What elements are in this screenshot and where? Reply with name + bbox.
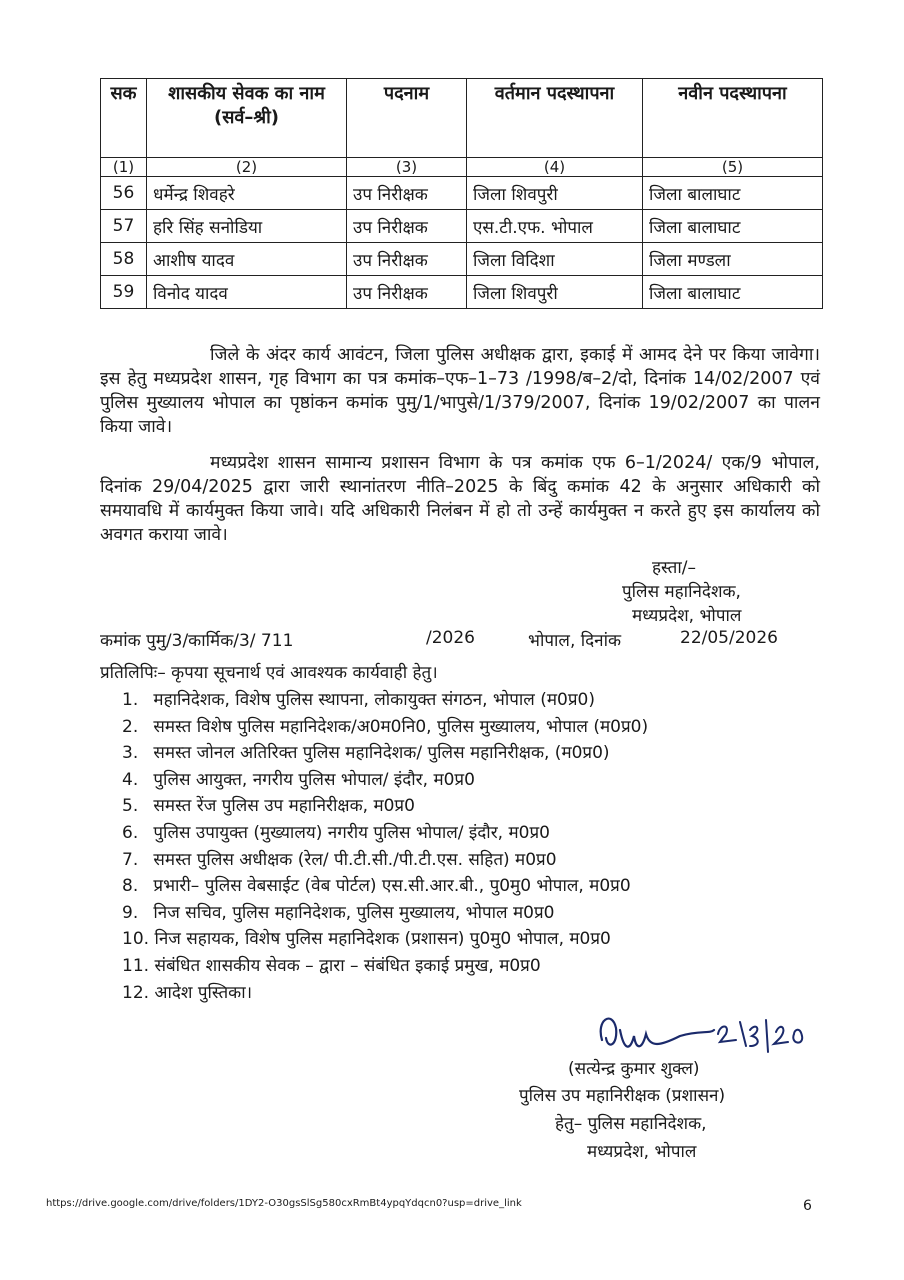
list-item-number: 10.	[122, 929, 150, 950]
list-item-number: 3.	[122, 743, 139, 764]
officer-title: पुलिस उप महानिरीक्षक (प्रशासन)	[519, 1086, 726, 1106]
header-current-posting: वर्तमान पदस्थापना	[467, 79, 643, 158]
row-serial: 57	[101, 210, 147, 243]
list-item-number: 1.	[122, 690, 139, 710]
dgp-place: मध्यप्रदेश, भोपाल	[632, 606, 742, 626]
row-serial: 59	[101, 276, 147, 309]
officer-name: (सत्येन्द्र कुमार शुक्ल)	[568, 1059, 700, 1079]
list-item	[122, 714, 648, 741]
first-signature-block	[652, 556, 696, 580]
list-item-number: 12.	[122, 982, 150, 1003]
paragraph-work-allocation: जिले के अंदर कार्य आवंटन, जिला पुलिस अधीक्षक द्वारा, इकाई में आमद देने पर किया जावेगा। इस हेतु मध्यप्रदेश शासन, गृह विभाग का पत्र कमांक–एफ–1–73 /1998/ब–2/दो, दिनांक 14/02/2007 एवं पुलिस मुख्यालय भोपाल का पृष्ठांकन कमांक पुमु/1/भापुसे/1/379/2007, दिनांक 19/02/2007 का पालन किया जावे।	[100, 345, 820, 437]
reference-year: /2026	[426, 628, 475, 648]
list-item	[122, 980, 648, 1007]
row-name: धर्मेन्द्र शिवहरे	[147, 177, 347, 210]
list-item-number: 8.	[122, 876, 139, 897]
list-item-number: 6.	[122, 822, 139, 843]
list-item-text: समस्त रेंज पुलिस उप महानिरीक्षक, म0प्र0	[153, 796, 415, 817]
list-item-text: निज सहायक, विशेष पुलिस महानिदेशक (प्रशासन) पु0मु0 भोपाल, म0प्र0	[154, 929, 611, 950]
list-item-text: प्रभारी– पुलिस वेबसाईट (वेब पोर्टल) एस.सी.आर.बी., पु0मु0 भोपाल, म0प्र0	[153, 876, 631, 897]
list-item-text: पुलिस आयुक्त, नगरीय पुलिस भोपाल/ इंदौर, म0प्र0	[153, 769, 475, 790]
column-number: (5)	[643, 158, 823, 177]
row-designation: उप निरीक्षक	[347, 177, 467, 210]
list-item-text: संबंधित शासकीय सेवक – द्वारा – संबंधित इकाई प्रमुख, म0प्र0	[154, 955, 541, 976]
row-name: आशीष यादव	[147, 243, 347, 276]
list-item-number: 9.	[122, 902, 139, 923]
paragraph-transfer-policy: मध्यप्रदेश शासन सामान्य प्रशासन विभाग के पत्र कमांक एफ 6–1/2024/ एक/9 भोपाल, दिनांक 29/04/2025 द्वारा जारी स्थानांतरण नीति–2025 के बिंदु कमांक 42 के अनुसार अधिकारी को समयावधि में कार्यमुक्त किया जावे। यदि अधिकारी निलंबन में हो तो उन्हें कार्यमुक्त न करते हुए इस कार्यालय को अवगत कराया जावे।	[100, 453, 820, 545]
row-new-posting: जिला बालाघाट	[643, 276, 823, 309]
column-number-row	[101, 158, 823, 177]
first-signature-title	[622, 580, 741, 628]
table-row	[101, 177, 823, 210]
reference-number: कमांक पुमु/3/कार्मिक/3/ 711	[100, 631, 294, 651]
list-item-number: 2.	[122, 716, 139, 737]
table-row	[101, 276, 823, 309]
list-item	[122, 687, 648, 714]
copy-list	[122, 687, 648, 1006]
officer-place: मध्यप्रदेश, भोपाल	[587, 1142, 697, 1162]
row-name: हरि सिंह सनोडिया	[147, 210, 347, 243]
list-item-number: 7.	[122, 849, 139, 870]
list-item	[122, 820, 648, 847]
table-header-row	[101, 79, 823, 158]
row-current-posting: एस.टी.एफ. भोपाल	[467, 210, 643, 243]
header-new-posting: नवीन पदस्थापना	[643, 79, 823, 158]
table-row	[101, 243, 823, 276]
row-new-posting: जिला बालाघाट	[643, 177, 823, 210]
list-item	[122, 740, 648, 767]
column-number: (3)	[347, 158, 467, 177]
row-new-posting: जिला मण्डला	[643, 243, 823, 276]
list-item	[122, 767, 648, 794]
list-item-text: आदेश पुस्तिका।	[154, 982, 253, 1003]
footer-drive-link: https://drive.google.com/drive/folders/1DY2-O30gsSlSg580cxRmBt4ypqYdqcn0?usp=drive_link	[46, 1198, 522, 1209]
list-item-text: समस्त जोनल अतिरिक्त पुलिस महानिदेशक/ पुलिस महानिरीक्षक, (म0प्र0)	[153, 743, 610, 764]
row-designation: उप निरीक्षक	[347, 243, 467, 276]
row-current-posting: जिला शिवपुरी	[467, 177, 643, 210]
list-item	[122, 900, 648, 927]
row-designation: उप निरीक्षक	[347, 210, 467, 243]
list-item-number: 5.	[122, 796, 139, 817]
officer-for: हेतु– पुलिस महानिदेशक,	[555, 1114, 707, 1134]
header-designation: पदनाम	[347, 79, 467, 158]
list-item	[122, 926, 648, 953]
list-item-text: पुलिस उपायुक्त (मुख्यालय) नगरीय पुलिस भोपाल/ इंदौर, म0प्र0	[153, 822, 550, 843]
row-serial: 58	[101, 243, 147, 276]
row-designation: उप निरीक्षक	[347, 276, 467, 309]
table-row	[101, 210, 823, 243]
dgp-title: पुलिस महानिदेशक,	[622, 582, 741, 602]
header-name: शासकीय सेवक का नाम (सर्व–श्री)	[147, 79, 347, 158]
list-item	[122, 953, 648, 980]
column-number: (1)	[101, 158, 147, 177]
reference-date: 22/05/2026	[680, 628, 778, 648]
list-item	[122, 847, 648, 874]
column-number: (2)	[147, 158, 347, 177]
list-item-text: समस्त विशेष पुलिस महानिदेशक/अ0म0नि0, पुलिस मुख्यालय, भोपाल (म0प्र0)	[153, 716, 649, 737]
list-item-text: महानिदेशक, विशेष पुलिस स्थापना, लोकायुक्त संगठन, भोपाल (म0प्र0)	[153, 690, 595, 710]
copy-heading: प्रतिलिपिः– कृपया सूचनार्थ एवं आवश्यक कार्यवाही हेतु।	[100, 663, 438, 683]
row-current-posting: जिला शिवपुरी	[467, 276, 643, 309]
list-item	[122, 873, 648, 900]
page-number: 6	[803, 1198, 812, 1214]
row-current-posting: जिला विदिशा	[467, 243, 643, 276]
row-name: विनोद यादव	[147, 276, 347, 309]
list-item-text: समस्त पुलिस अधीक्षक (रेल/ पी.टी.सी./पी.टी.एस. सहित) म0प्र0	[153, 849, 557, 870]
column-number: (4)	[467, 158, 643, 177]
list-item-number: 4.	[122, 769, 139, 790]
signed-mark: हस्ता/–	[652, 558, 696, 578]
transfer-table	[100, 78, 823, 309]
header-serial: सक	[101, 79, 147, 158]
row-serial: 56	[101, 177, 147, 210]
row-new-posting: जिला बालाघाट	[643, 210, 823, 243]
list-item	[122, 793, 648, 820]
list-item-number: 11.	[122, 955, 150, 976]
list-item-text: निज सचिव, पुलिस महानिदेशक, पुलिस मुख्यालय, भोपाल म0प्र0	[153, 902, 555, 923]
place-date-label: भोपाल, दिनांक	[528, 631, 622, 651]
